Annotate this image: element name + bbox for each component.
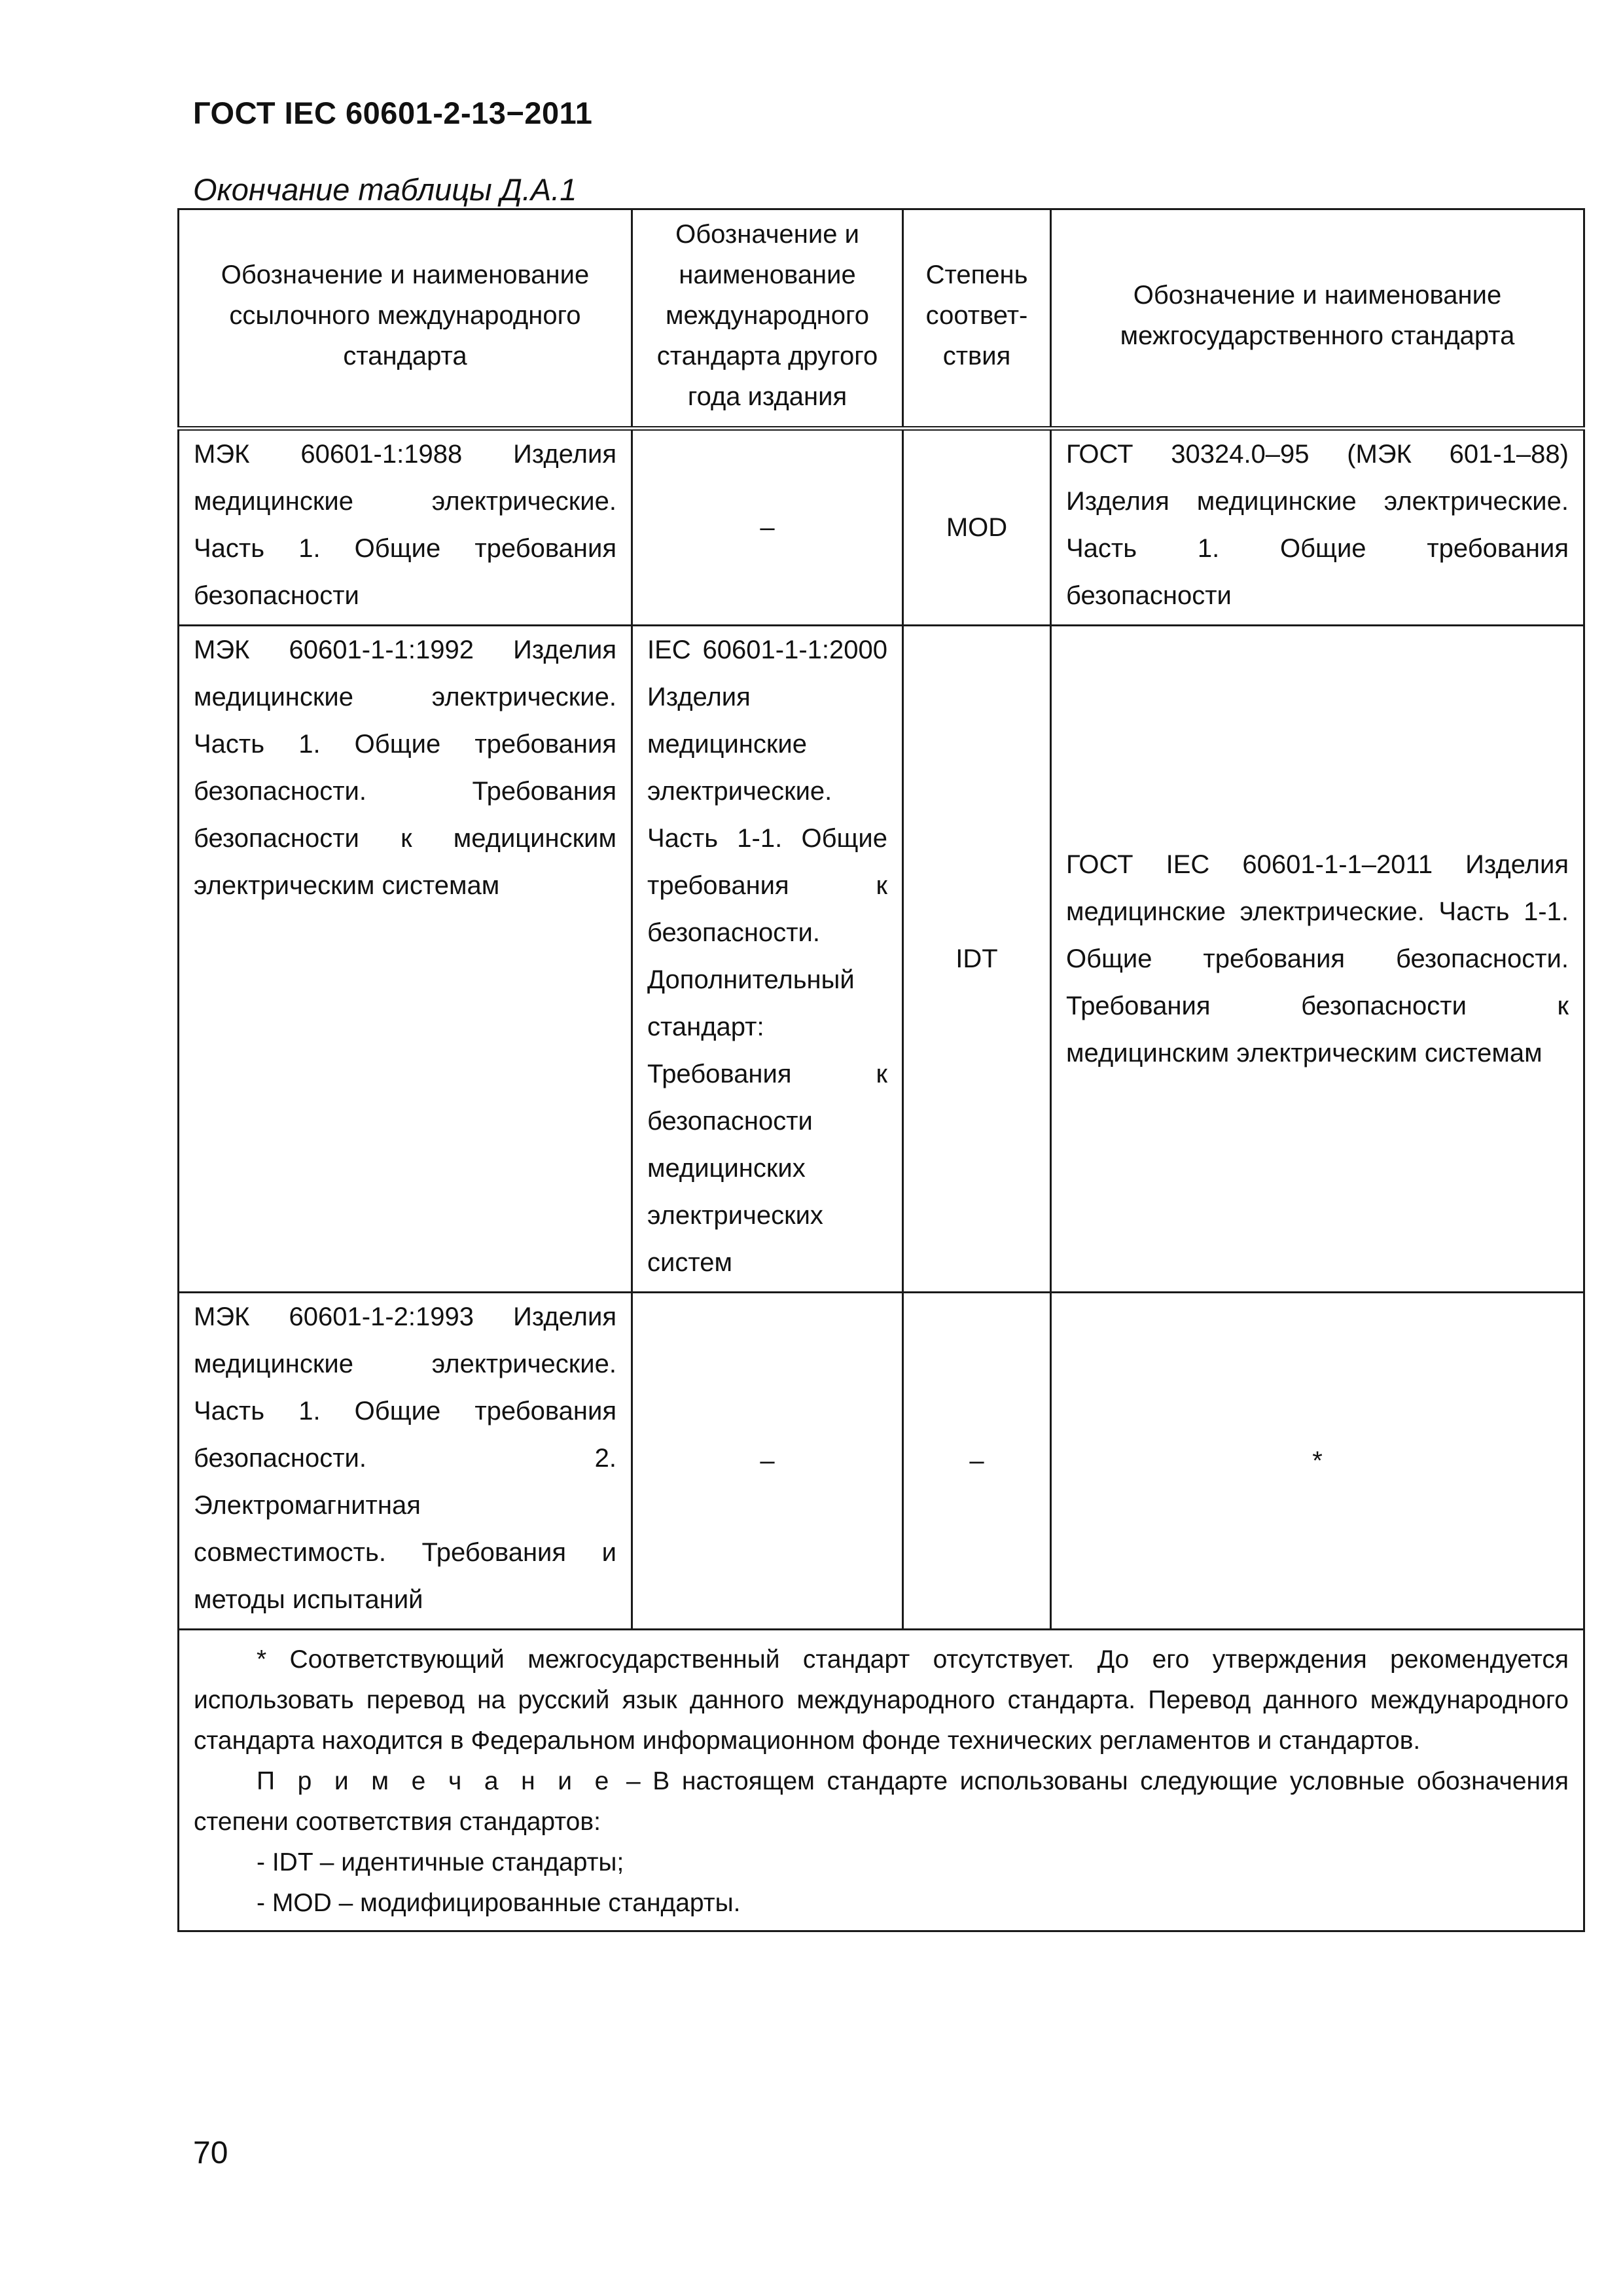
cell-reference: МЭК 60601-1-2:1993 Изделия медицинские электрические. Часть 1. Общие требования безопасности. 2. Электромагнитная совместимость. Требования и методы испытаний <box>179 1293 632 1630</box>
table-caption: Окончание таблицы Д.А.1 <box>193 172 577 207</box>
cell-reference: МЭК 60601-1:1988 Изделия медицинские электрические. Часть 1. Общие требования безопасности <box>179 429 632 626</box>
document-header: ГОСТ IEC 60601-2-13−2011 <box>193 96 593 130</box>
legend-item: - IDT – идентичные стандарты; <box>257 1848 624 1876</box>
footnote-text: * Соответствующий межгосударственный стандарт отсутствует. До его утверждения рекомендуется использовать перевод на русский язык данного международного стандарта. Перевод данного международного стандарта находится в Федеральном информационном фонде технических регламентов и стандартов. <box>194 1645 1569 1755</box>
cell-other-edition: IEC 60601-1-1:2000 Изделия медицинские электрические. Часть 1-1. Общие требования к безопасности. Дополнительный стандарт: Требования к безопасности медицинских электрических систем <box>632 626 903 1293</box>
cell-degree: MOD <box>903 429 1051 626</box>
cell-other-edition: – <box>632 429 903 626</box>
table-footnote <box>179 1630 1584 1931</box>
cell-interstate: ГОСТ 30324.0–95 (МЭК 601-1–88) Изделия медицинские электрические. Часть 1. Общие требования безопасности <box>1051 429 1584 626</box>
standards-table <box>177 208 1585 1932</box>
legend-item: - MOD – модифицированные стандарты. <box>257 1889 741 1917</box>
cell-reference: МЭК 60601-1-1:1992 Изделия медицинские электрические. Часть 1. Общие требования безопасности. Требования безопасности к медицинским электрическим системам <box>179 626 632 1293</box>
column-header-degree: Степень соответ-ствия <box>903 209 1051 429</box>
cell-degree: – <box>903 1293 1051 1630</box>
table-row <box>179 429 1584 626</box>
cell-degree: IDT <box>903 626 1051 1293</box>
cell-interstate: * <box>1051 1293 1584 1630</box>
table-footnote-row <box>179 1630 1584 1931</box>
note-label: П р и м е ч а н и е <box>257 1767 615 1795</box>
column-header-reference: Обозначение и наименование ссылочного международного стандарта <box>179 209 632 429</box>
page-number: 70 <box>193 2136 228 2170</box>
column-header-interstate: Обозначение и наименование межгосударственного стандарта <box>1051 209 1584 429</box>
column-header-other-edition: Обозначение и наименование международного стандарта другого года издания <box>632 209 903 429</box>
cell-other-edition: – <box>632 1293 903 1630</box>
note-paragraph <box>194 1761 1569 1842</box>
note-text: – В настоящем стандарте использованы следующие условные обозначения степени соответствия стандартов: <box>194 1767 1569 1836</box>
table-header-row <box>179 209 1584 429</box>
table-row <box>179 626 1584 1293</box>
table-row <box>179 1293 1584 1630</box>
cell-interstate: ГОСТ IEC 60601-1-1–2011 Изделия медицинские электрические. Часть 1-1. Общие требования безопасности. Требования безопасности к медицинским электрическим системам <box>1051 626 1584 1293</box>
